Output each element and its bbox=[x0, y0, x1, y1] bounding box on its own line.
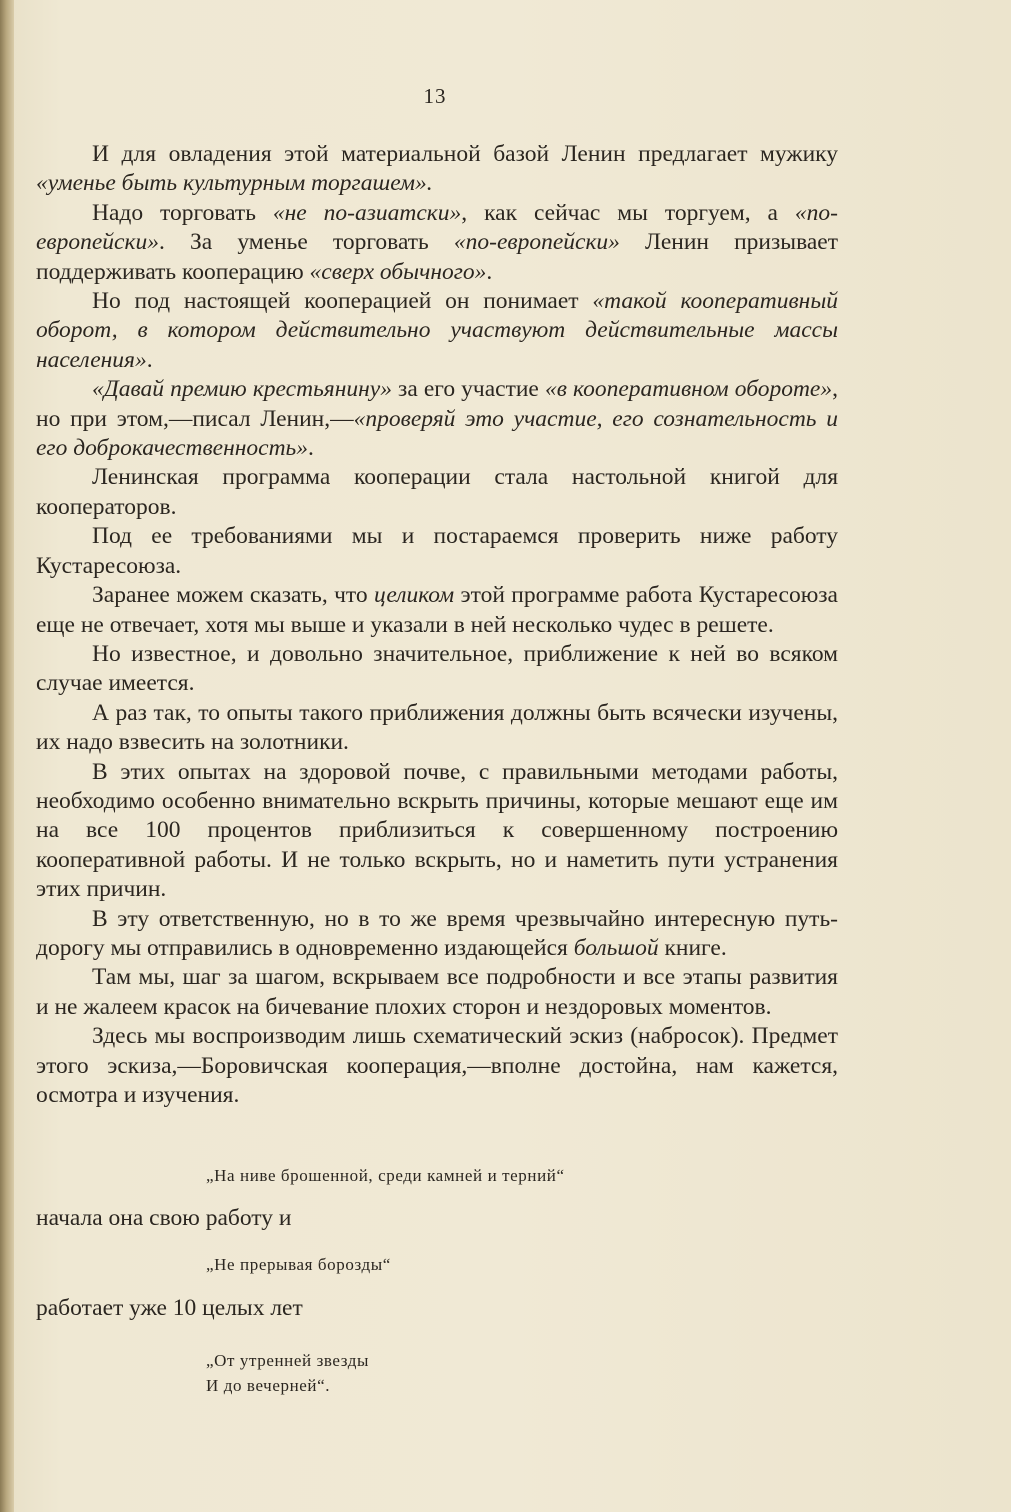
italic-quote: «сверх обычного» bbox=[309, 258, 487, 285]
italic-quote: «по-европейски» bbox=[453, 229, 620, 256]
paragraph bbox=[36, 199, 838, 287]
text-run: Ленин призывает поддерживать кооперацию bbox=[36, 229, 838, 285]
italic-quote: большой bbox=[573, 934, 659, 961]
paragraph bbox=[36, 287, 838, 375]
text-run: Здесь мы воспроизводим лишь схематический эскиз (набросок). Предмет этого эскиза,—Боровичская кооперация,—вполне достойна, нам кажется, осмотра и изучения. bbox=[36, 1023, 838, 1108]
text-run: В эту ответственную, но в то же время чрезвычайно интересную путь-дорогу мы отправились в одновременно издающейся bbox=[36, 905, 838, 961]
text-run: Ленинская программа кооперации стала настольной книгой для кооператоров. bbox=[36, 464, 838, 520]
italic-quote: «Давай премию крестьянину» bbox=[92, 376, 392, 403]
text-run: В этих опытах на здоровой почве, с правильными методами работы, необходимо особенно внимательно вскрыть причины, которые мешают еще им на все 100 процентов приблизиться к совершенному построению кооперативной работы. И не только вскрыть, но и наметить пути устранения этих причин. bbox=[36, 758, 838, 903]
paragraph bbox=[36, 581, 838, 640]
paragraph bbox=[36, 463, 838, 522]
text-run: Но известное, и довольно значительное, приближение к ней во всяком случае имеется. bbox=[36, 640, 838, 697]
paragraph bbox=[36, 1022, 838, 1110]
text-run: . За уменье торговать bbox=[159, 229, 454, 256]
paragraph bbox=[36, 522, 838, 581]
paragraph bbox=[36, 140, 838, 199]
paragraph bbox=[36, 758, 838, 905]
verse-quote-3 bbox=[206, 1348, 369, 1398]
text-run: Заранее можем сказать, что bbox=[92, 582, 375, 609]
paragraph bbox=[36, 375, 838, 463]
paragraph bbox=[36, 905, 838, 964]
text-run: . bbox=[486, 258, 493, 285]
page-binding-edge bbox=[0, 0, 14, 1512]
italic-quote: «такой кооперативный оборот, в котором действительно участвуют действительные массы населения» bbox=[36, 288, 838, 373]
body-text bbox=[36, 140, 838, 1110]
text-run: этой программе работа Кустаресоюза еще не отвечает, хотя мы выше и указали в ней несколько чудес в решете. bbox=[36, 582, 838, 638]
verse-quote-3-line-2: И до вечерней“. bbox=[206, 1376, 331, 1395]
paragraph bbox=[36, 963, 838, 1022]
text-run: . bbox=[308, 435, 314, 462]
paragraph bbox=[36, 699, 838, 758]
text-run: книге. bbox=[658, 934, 727, 961]
text-run: . bbox=[146, 346, 153, 373]
verse-quote-3-line-1: „От утренней звезды bbox=[206, 1351, 370, 1370]
text-run: Там мы, шаг за шагом, вскрываем все подробности и все этапы развития и не жалеем красок на бичевание плохих сторон и нездоровых моментов. bbox=[36, 964, 838, 1020]
text-run: А раз так, то опыты такого приближения должны быть всячески изучены, их надо взвесить на золотники. bbox=[36, 699, 838, 756]
text-run: Но под настоящей кооперацией он понимает bbox=[92, 288, 593, 315]
page-number: 13 bbox=[423, 84, 447, 108]
italic-quote: «в кооперативном обороте» bbox=[544, 376, 833, 403]
text-run: , как сейчас мы торгуем, а bbox=[461, 199, 795, 226]
text-run: , но при этом,—писал Ленин,— bbox=[36, 376, 838, 432]
italic-quote: «проверяй это участие, его сознательность и его доброкачественность» bbox=[36, 405, 838, 462]
verse-quote-2: „Не прерывая борозды“ bbox=[206, 1255, 391, 1274]
body-line-2: работает уже 10 целых лет bbox=[36, 1295, 303, 1321]
text-run: И для овладения этой материальной базой Ленин предлагает мужику bbox=[92, 141, 838, 167]
italic-quote: «не по-азиатски» bbox=[272, 199, 462, 226]
text-run: Под ее требованиями мы и постараемся проверить ниже работу Кустаресоюза. bbox=[36, 523, 838, 579]
paragraph bbox=[36, 640, 838, 699]
italic-quote: целиком bbox=[374, 582, 455, 609]
verse-quote-1: „На ниве брошенной, среди камней и терний“ bbox=[206, 1166, 565, 1185]
text-run: Надо торговать bbox=[92, 199, 273, 226]
body-line-1: начала она свою работу и bbox=[36, 1205, 292, 1231]
text-run: за его участие bbox=[391, 376, 545, 403]
italic-quote: «уменье быть культурным торгашем». bbox=[36, 170, 433, 197]
italic-quote: «по-европейски» bbox=[36, 199, 838, 256]
